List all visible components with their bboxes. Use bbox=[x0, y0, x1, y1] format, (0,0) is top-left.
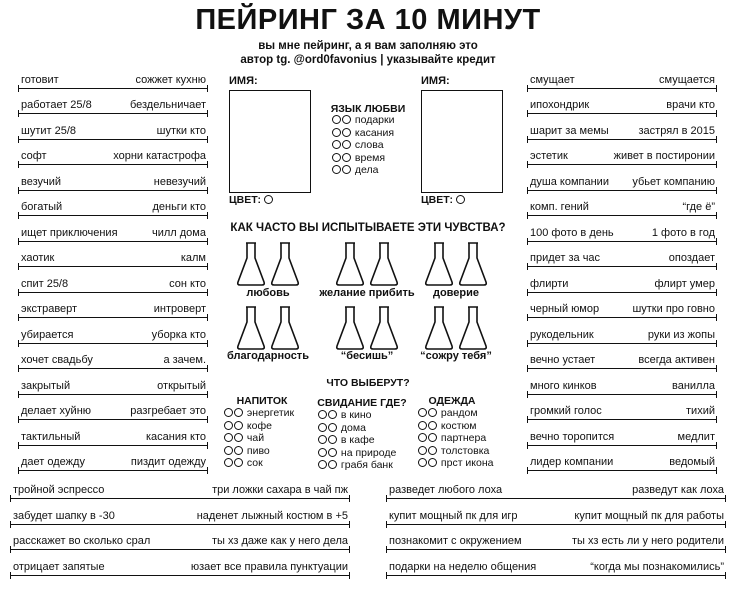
drink-options bbox=[224, 407, 294, 470]
option-circle-b[interactable] bbox=[328, 448, 337, 457]
scale-row bbox=[10, 529, 350, 555]
flask-icon[interactable] bbox=[236, 242, 266, 286]
option-label: прст икона bbox=[440, 457, 494, 470]
scale-right-label: касания кто bbox=[146, 430, 206, 443]
author-credit: автор tg. @ord0favonius | указывайте кредит bbox=[240, 54, 496, 66]
option-circle-b[interactable] bbox=[328, 410, 337, 419]
option-circle-a[interactable] bbox=[418, 433, 427, 442]
scale-right-label: разведут как лоха bbox=[632, 484, 724, 496]
scale-row bbox=[18, 170, 208, 196]
scale-right-label: живет в постиронии bbox=[613, 150, 715, 162]
option-item bbox=[418, 407, 493, 420]
option-item bbox=[332, 152, 394, 165]
scale-left-label: 100 фото в день bbox=[530, 226, 614, 239]
scale-right-label: ты хз есть ли у него родители bbox=[571, 535, 724, 547]
scale-slider[interactable] bbox=[10, 548, 350, 552]
scale-right-label: “когда мы познакомились” bbox=[590, 560, 724, 573]
option-label: дела bbox=[354, 164, 379, 177]
scale-left-label: экстраверт bbox=[21, 303, 78, 315]
scale-slider[interactable] bbox=[18, 342, 208, 346]
scale-left-label: делает хуйню bbox=[21, 405, 92, 417]
scale-left-label: ищет приключения bbox=[21, 226, 118, 239]
option-item bbox=[418, 420, 493, 433]
scale-row bbox=[527, 68, 717, 94]
flask-icon[interactable] bbox=[270, 306, 300, 350]
option-label: кофе bbox=[246, 419, 272, 432]
photo-box-left[interactable] bbox=[229, 90, 311, 193]
scale-slider[interactable] bbox=[527, 163, 717, 167]
flask-icon[interactable] bbox=[369, 242, 399, 286]
scale-row bbox=[527, 323, 717, 349]
scale-left-label: придет за час bbox=[530, 252, 601, 264]
scale-row bbox=[527, 247, 717, 273]
option-circle-a[interactable] bbox=[418, 458, 427, 467]
option-circle-b[interactable] bbox=[234, 408, 243, 417]
scale-left-label: подарки на неделю общения bbox=[389, 560, 537, 573]
scale-row bbox=[18, 196, 208, 222]
feeling-label: благодарность bbox=[227, 350, 309, 362]
scale-left-label: спит 25/8 bbox=[21, 277, 69, 290]
flask-icon[interactable] bbox=[424, 242, 454, 286]
scale-row bbox=[386, 529, 726, 555]
scale-left-label: дает одежду bbox=[21, 456, 85, 468]
option-label: на природе bbox=[340, 446, 397, 459]
flask-icon[interactable] bbox=[424, 306, 454, 350]
option-item bbox=[224, 457, 294, 470]
scale-row bbox=[10, 478, 350, 504]
option-label: в кафе bbox=[340, 434, 375, 447]
scale-row bbox=[527, 196, 717, 222]
scale-slider[interactable] bbox=[18, 240, 208, 244]
flask-icon[interactable] bbox=[458, 242, 488, 286]
scale-left-label: ипохондрик bbox=[530, 99, 590, 111]
option-circle-a[interactable] bbox=[224, 408, 233, 417]
scale-row bbox=[386, 478, 726, 504]
option-circle-a[interactable] bbox=[332, 165, 341, 174]
option-item bbox=[418, 432, 493, 445]
scale-right-label: разгребает это bbox=[130, 405, 206, 417]
option-circle-b[interactable] bbox=[328, 435, 337, 444]
scale-right-label: врачи кто bbox=[666, 99, 715, 111]
page-title: ПЕЙРИНГ ЗА 10 МИНУТ bbox=[195, 4, 541, 36]
option-circle-b[interactable] bbox=[234, 446, 243, 455]
scale-row bbox=[18, 145, 208, 171]
scale-left-label: познакомит с окружением bbox=[389, 535, 522, 547]
scale-slider[interactable] bbox=[18, 87, 208, 91]
option-label: партнера bbox=[440, 432, 487, 445]
scale-slider[interactable] bbox=[18, 265, 208, 269]
option-item bbox=[418, 457, 493, 470]
scale-right-label: бездельничает bbox=[129, 99, 206, 111]
flask-icon[interactable] bbox=[458, 306, 488, 350]
option-item bbox=[332, 127, 394, 140]
scale-right-label: всегда активен bbox=[638, 354, 715, 366]
scale-left-label: душа компании bbox=[530, 175, 609, 188]
option-circle-b[interactable] bbox=[428, 433, 437, 442]
scale-slider[interactable] bbox=[10, 523, 350, 527]
photo-box-right[interactable] bbox=[421, 90, 503, 193]
scale-row bbox=[18, 425, 208, 451]
scale-slider[interactable] bbox=[18, 291, 208, 295]
scale-slider[interactable] bbox=[18, 444, 208, 448]
option-item bbox=[318, 434, 396, 447]
scale-left-label: везучий bbox=[21, 175, 62, 188]
option-circle-a[interactable] bbox=[318, 410, 327, 419]
scale-right-label: пиздит одежду bbox=[130, 456, 206, 468]
scale-slider[interactable] bbox=[527, 393, 717, 397]
scale-row bbox=[527, 425, 717, 451]
scale-left-label: много кинков bbox=[530, 379, 597, 392]
scale-slider[interactable] bbox=[386, 574, 726, 578]
clothes-title: ОДЕЖДА bbox=[428, 395, 476, 407]
scale-left-label: эстетик bbox=[530, 150, 568, 162]
scale-row bbox=[18, 400, 208, 426]
scale-slider[interactable] bbox=[527, 138, 717, 142]
option-label: рандом bbox=[440, 407, 478, 419]
scale-row bbox=[18, 298, 208, 324]
scale-right-label: опоздает bbox=[668, 252, 715, 264]
scale-right-label: открытый bbox=[157, 379, 206, 392]
flask-icon[interactable] bbox=[270, 242, 300, 286]
option-circle-a[interactable] bbox=[318, 423, 327, 432]
option-circle-b[interactable] bbox=[234, 433, 243, 442]
scale-row bbox=[527, 145, 717, 171]
scale-left-label: работает 25/8 bbox=[21, 99, 92, 111]
scale-slider[interactable] bbox=[18, 214, 208, 218]
option-circle-a[interactable] bbox=[332, 140, 341, 149]
scale-left-label: забудет шапку в -30 bbox=[13, 509, 115, 522]
feeling-label: желание прибить bbox=[319, 287, 415, 299]
scale-row bbox=[527, 94, 717, 120]
scale-slider[interactable] bbox=[527, 189, 717, 193]
option-circle-a[interactable] bbox=[318, 448, 327, 457]
scale-left-label: рукодельник bbox=[530, 328, 594, 341]
option-circle-b[interactable] bbox=[328, 423, 337, 432]
feeling-label: любовь bbox=[246, 287, 290, 299]
feeling-label: “сожру тебя” bbox=[420, 350, 492, 362]
option-item bbox=[332, 114, 394, 127]
scale-slider[interactable] bbox=[18, 367, 208, 371]
scale-slider[interactable] bbox=[386, 548, 726, 552]
scale-left-label: шутит 25/8 bbox=[21, 124, 77, 137]
flask-icon[interactable] bbox=[236, 306, 266, 350]
scale-right-label: ванилла bbox=[671, 379, 715, 392]
scale-right-label: флирт умер bbox=[654, 277, 715, 290]
scale-right-label: “где ё” bbox=[682, 201, 715, 213]
option-label: слова bbox=[354, 139, 384, 152]
scale-right-label: калм bbox=[180, 252, 206, 264]
option-circle-a[interactable] bbox=[332, 153, 341, 162]
scale-row bbox=[10, 504, 350, 530]
scale-left-label: убирается bbox=[21, 328, 74, 341]
scale-left-label: громкий голос bbox=[530, 405, 602, 417]
option-circle-b[interactable] bbox=[428, 458, 437, 467]
scale-row bbox=[527, 400, 717, 426]
scale-row bbox=[18, 247, 208, 273]
scale-row bbox=[527, 170, 717, 196]
scale-left-label: софт bbox=[21, 150, 47, 162]
clothes-options bbox=[418, 407, 493, 470]
scale-right-label: смущается bbox=[659, 73, 715, 86]
scale-right-label: наденет лыжный костюм в +5 bbox=[196, 509, 348, 522]
option-circle-b[interactable] bbox=[342, 153, 351, 162]
scale-right-label: 1 фото в год bbox=[651, 226, 715, 239]
scale-row bbox=[18, 68, 208, 94]
scale-left-label: шарит за мемы bbox=[530, 124, 609, 137]
feeling-label: “бесишь” bbox=[340, 350, 394, 362]
scale-row bbox=[18, 451, 208, 477]
scale-row bbox=[527, 298, 717, 324]
option-circle-a[interactable] bbox=[332, 128, 341, 137]
scale-row bbox=[18, 323, 208, 349]
option-circle-a[interactable] bbox=[224, 446, 233, 455]
scale-right-label: руки из жопы bbox=[647, 328, 715, 341]
scale-left-label: готовит bbox=[21, 73, 59, 86]
scale-slider[interactable] bbox=[18, 393, 208, 397]
scale-slider[interactable] bbox=[527, 265, 717, 269]
scale-slider[interactable] bbox=[527, 342, 717, 346]
scale-left-label: тактильный bbox=[21, 430, 81, 443]
scale-right-label: невезучий bbox=[153, 175, 206, 188]
scale-slider[interactable] bbox=[527, 112, 717, 116]
scale-right-label: уборка кто bbox=[151, 328, 206, 341]
scale-left-label: разведет любого лоха bbox=[389, 484, 503, 496]
scale-slider[interactable] bbox=[527, 316, 717, 320]
date-title: СВИДАНИЕ ГДЕ? bbox=[317, 397, 407, 409]
scale-row bbox=[527, 119, 717, 145]
love-language-options bbox=[332, 114, 394, 177]
scale-slider[interactable] bbox=[527, 444, 717, 448]
option-circle-a[interactable] bbox=[318, 460, 327, 469]
scale-slider[interactable] bbox=[18, 189, 208, 193]
scale-row bbox=[527, 451, 717, 477]
option-label: в кино bbox=[340, 409, 372, 421]
option-circle-b[interactable] bbox=[342, 115, 351, 124]
feelings-question: КАК ЧАСТО ВЫ ИСПЫТЫВАЕТЕ ЭТИ ЧУВСТВА? bbox=[230, 222, 506, 234]
option-item bbox=[318, 447, 396, 460]
scale-right-label: ты хз даже как у него дела bbox=[212, 535, 348, 547]
scale-slider[interactable] bbox=[527, 291, 717, 295]
scale-left-label: черный юмор bbox=[530, 303, 600, 315]
option-label: касания bbox=[354, 126, 395, 139]
option-item bbox=[224, 407, 294, 420]
scale-right-label: медлит bbox=[677, 430, 715, 443]
scale-slider[interactable] bbox=[18, 138, 208, 142]
option-circle-a[interactable] bbox=[224, 421, 233, 430]
scale-right-label: деньги кто bbox=[152, 201, 206, 213]
scale-right-label: купит мощный пк для работы bbox=[574, 509, 724, 522]
option-circle-b[interactable] bbox=[342, 140, 351, 149]
option-item bbox=[318, 409, 396, 422]
scale-right-label: сон кто bbox=[169, 277, 206, 290]
scale-left-label: хаотик bbox=[21, 252, 55, 264]
option-label: пиво bbox=[246, 444, 270, 457]
scale-right-label: чилл дома bbox=[152, 226, 206, 239]
scale-slider[interactable] bbox=[527, 418, 717, 422]
scale-row bbox=[386, 504, 726, 530]
option-circle-b[interactable] bbox=[428, 446, 437, 455]
option-circle-a[interactable] bbox=[418, 421, 427, 430]
scale-slider[interactable] bbox=[527, 367, 717, 371]
option-item bbox=[318, 459, 396, 472]
scale-row bbox=[527, 349, 717, 375]
scale-row bbox=[18, 119, 208, 145]
option-item bbox=[418, 445, 493, 458]
scale-row bbox=[527, 272, 717, 298]
name-label-right: ИМЯ: bbox=[421, 75, 450, 87]
scale-left-label: хочет свадьбу bbox=[21, 354, 93, 366]
scale-left-label: купит мощный пк для игр bbox=[389, 509, 518, 522]
option-circle-b[interactable] bbox=[328, 460, 337, 469]
right-scales bbox=[527, 68, 717, 476]
scale-left-label: лидер компании bbox=[530, 456, 614, 468]
option-circle-b[interactable] bbox=[342, 128, 351, 137]
color-circle-right[interactable] bbox=[456, 195, 465, 204]
option-label: толстовка bbox=[440, 444, 490, 457]
scale-slider[interactable] bbox=[18, 163, 208, 167]
option-circle-a[interactable] bbox=[224, 433, 233, 442]
option-circle-b[interactable] bbox=[342, 165, 351, 174]
scale-right-label: сожжет кухню bbox=[135, 73, 206, 86]
love-language-title: ЯЗЫК ЛЮБВИ bbox=[330, 103, 406, 115]
option-label: сок bbox=[246, 457, 263, 470]
option-circle-b[interactable] bbox=[234, 458, 243, 467]
color-label-left: ЦВЕТ: bbox=[229, 194, 274, 206]
option-circle-a[interactable] bbox=[418, 446, 427, 455]
scale-left-label: расскажет во сколько срал bbox=[13, 535, 151, 547]
scale-row bbox=[18, 349, 208, 375]
scale-left-label: вечно устает bbox=[530, 354, 596, 366]
scale-slider[interactable] bbox=[386, 497, 726, 501]
flask-icon[interactable] bbox=[335, 242, 365, 286]
scale-left-label: смущает bbox=[530, 73, 575, 86]
option-label: энергетик bbox=[246, 407, 295, 419]
scale-slider[interactable] bbox=[18, 469, 208, 473]
scale-right-label: убьет компанию bbox=[632, 175, 715, 188]
color-circle-left[interactable] bbox=[264, 195, 273, 204]
option-item bbox=[224, 420, 294, 433]
subtitle: вы мне пейринг, а я вам заполняю это bbox=[258, 40, 478, 52]
option-label: время bbox=[354, 151, 386, 164]
option-item bbox=[318, 422, 396, 435]
scale-slider[interactable] bbox=[527, 87, 717, 91]
option-circle-a[interactable] bbox=[224, 458, 233, 467]
feeling-label: доверие bbox=[432, 287, 480, 299]
scale-right-label: три ложки сахара в чай пж bbox=[212, 484, 348, 496]
scale-right-label: застрял в 2015 bbox=[638, 124, 715, 137]
option-label: костюм bbox=[440, 419, 477, 432]
choices-title: ЧТО ВЫБЕРУТ? bbox=[326, 377, 410, 389]
scale-left-label: вечно торопится bbox=[530, 430, 615, 443]
scale-slider[interactable] bbox=[527, 240, 717, 244]
option-item bbox=[332, 139, 394, 152]
name-label-left: ИМЯ: bbox=[229, 75, 258, 87]
scale-left-label: флирти bbox=[530, 277, 569, 290]
scale-right-label: шутки про говно bbox=[632, 303, 715, 315]
option-item bbox=[224, 445, 294, 458]
scale-row bbox=[10, 555, 350, 581]
scale-right-label: юзает все правила пунктуации bbox=[190, 560, 348, 573]
date-options bbox=[318, 409, 396, 472]
option-circle-b[interactable] bbox=[428, 421, 437, 430]
scale-row bbox=[18, 374, 208, 400]
left-scales bbox=[18, 68, 208, 476]
scale-left-label: отрицает запятые bbox=[13, 560, 105, 573]
scale-right-label: ведомый bbox=[669, 456, 715, 468]
scale-slider[interactable] bbox=[10, 574, 350, 578]
scale-right-label: интроверт bbox=[153, 303, 206, 315]
scale-slider[interactable] bbox=[10, 497, 350, 501]
scale-row bbox=[386, 555, 726, 581]
scale-slider[interactable] bbox=[18, 112, 208, 116]
scale-left-label: тройной эспрессо bbox=[13, 484, 105, 496]
scale-right-label: а зачем. bbox=[163, 354, 206, 366]
scale-right-label: тихий bbox=[686, 405, 715, 417]
option-circle-b[interactable] bbox=[234, 421, 243, 430]
option-item bbox=[224, 432, 294, 445]
scale-row bbox=[18, 94, 208, 120]
option-circle-a[interactable] bbox=[418, 408, 427, 417]
scale-slider[interactable] bbox=[18, 418, 208, 422]
scale-left-label: закрытый bbox=[21, 379, 71, 392]
scale-left-label: комп. гений bbox=[530, 201, 589, 213]
scale-slider[interactable] bbox=[527, 469, 717, 473]
scale-right-label: хорни катастрофа bbox=[113, 150, 206, 162]
option-label: дома bbox=[340, 421, 366, 434]
option-circle-a[interactable] bbox=[332, 115, 341, 124]
option-circle-b[interactable] bbox=[428, 408, 437, 417]
scale-slider[interactable] bbox=[386, 523, 726, 527]
option-item bbox=[332, 164, 394, 177]
scale-slider[interactable] bbox=[527, 214, 717, 218]
option-label: грабя банк bbox=[340, 459, 393, 472]
scale-row bbox=[527, 374, 717, 400]
flask-icon[interactable] bbox=[369, 306, 399, 350]
drink-title: НАПИТОК bbox=[236, 395, 288, 407]
option-label: подарки bbox=[354, 114, 395, 126]
scale-right-label: шутки кто bbox=[156, 124, 206, 137]
flask-icon[interactable] bbox=[335, 306, 365, 350]
color-label-right: ЦВЕТ: bbox=[421, 194, 466, 206]
scale-slider[interactable] bbox=[18, 316, 208, 320]
scale-left-label: богатый bbox=[21, 201, 63, 213]
option-circle-a[interactable] bbox=[318, 435, 327, 444]
scale-row bbox=[18, 272, 208, 298]
option-label: чай bbox=[246, 432, 265, 445]
